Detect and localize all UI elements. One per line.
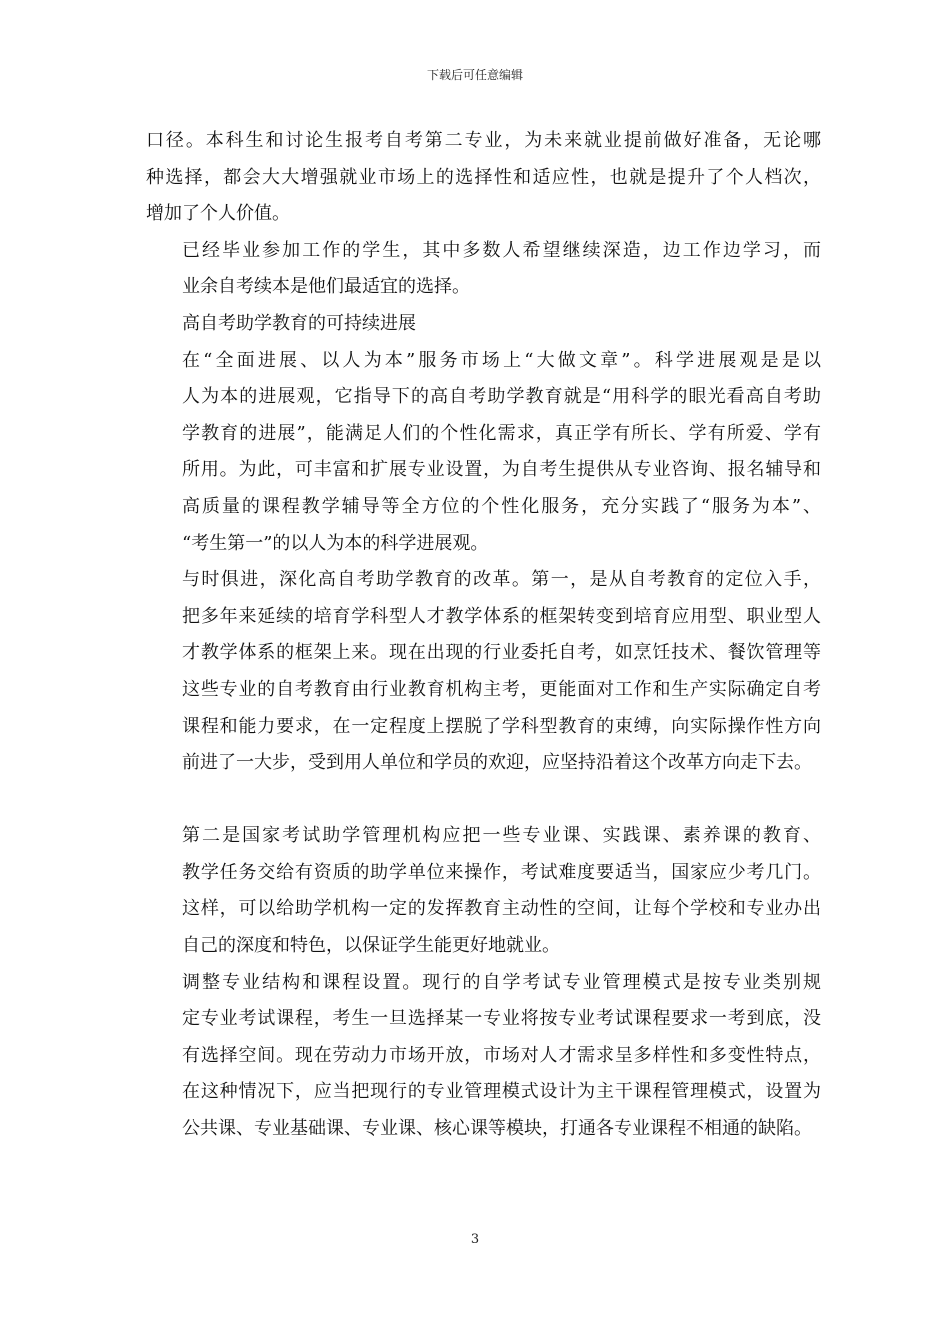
text-line: 在“全面进展、以人为本”服务市场上“大做文章”。科学进展观是是以	[182, 349, 821, 371]
text-line: 教学任务交给有资质的助学单位来操作，考试难度要适当，国家应少考几门。	[182, 861, 821, 883]
text-line: 增加了个人价值。	[146, 203, 290, 225]
text-line: 才教学体系的框架上来。现在出现的行业委托自考，如烹饪技术、餐饮管理等	[182, 642, 821, 664]
text-line: 有选择空间。现在劳动力市场开放，市场对人才需求呈多样性和多变性特点，	[182, 1044, 821, 1066]
text-line: 高质量的课程教学辅导等全方位的个性化服务，充分实践了“服务为本”、	[182, 495, 821, 517]
text-line: 学教育的进展”，能满足人们的个性化需求，真正学有所长、学有所爱、学有	[182, 422, 821, 444]
paragraph	[146, 306, 821, 343]
paragraph	[146, 343, 821, 563]
text-line: 人为本的进展观，它指导下的高自考助学教育就是“用科学的眼光看高自考助	[182, 386, 821, 408]
text-line: 课程和能力要求，在一定程度上摆脱了学科型教育的束缚，向实际操作性方向	[182, 715, 821, 737]
paragraph	[146, 818, 821, 964]
text-line: 调整专业结构和课程设置。现行的自学考试专业管理模式是按专业类别规	[182, 971, 821, 993]
text-line: 这些专业的自考教育由行业教育机构主考，更能面对工作和生产实际确定自考	[182, 678, 821, 700]
text-line: 种选择，都会大大增强就业市场上的选择性和适应性，也就是提升了个人档次，	[146, 166, 821, 188]
text-line: 在这种情况下，应当把现行的专业管理模式设计为主干课程管理模式，设置为	[182, 1081, 821, 1103]
text-line: 高自考助学教育的可持续进展	[182, 312, 416, 334]
text-line: 定专业考试课程，考生一旦选择某一专业将按专业考试课程要求一考到底，没	[182, 1008, 821, 1030]
text-line: 口径。本科生和讨论生报考自考第二专业，为未来就业提前做好准备，无论哪	[146, 130, 821, 151]
paragraph	[146, 965, 821, 1148]
text-line: 把多年来延续的培育学科型人才教学体系的框架转变到培育应用型、职业型人	[182, 605, 821, 627]
text-line: 业余自考续本是他们最适宜的选择。	[182, 276, 470, 298]
text-line: 与时俱进，深化高自考助学教育的改革。第一，是从自考教育的定位入手，	[182, 569, 821, 591]
page-header: 下载后可任意编辑	[426, 68, 523, 82]
text-line: 所用。为此，可丰富和扩展专业设置，为自考生提供从专业咨询、报名辅导和	[182, 459, 821, 481]
text-line: 前进了一大步，受到用人单位和学员的欢迎，应坚持沿着这个改革方向走下去。	[182, 752, 812, 774]
text-line: 已经毕业参加工作的学生，其中多数人希望继续深造，边工作边学习，而	[182, 239, 821, 261]
document-body	[146, 123, 821, 1148]
page-number: 3	[470, 1232, 480, 1247]
paragraph	[146, 233, 821, 306]
text-line: 自己的深度和特色，以保证学生能更好地就业。	[182, 935, 560, 957]
paragraph	[146, 123, 821, 233]
text-line: 这样，可以给助学机构一定的发挥教育主动性的空间，让每个学校和专业办出	[182, 898, 821, 920]
text-line: “考生第一”的以人为本的科学进展观。	[182, 532, 489, 554]
paragraph	[146, 562, 821, 782]
text-line: 公共课、专业基础课、专业课、核心课等模块，打通各专业课程不相通的缺陷。	[182, 1118, 812, 1140]
text-line: 第二是国家考试助学管理机构应把一些专业课、实践课、素养课的教育、	[182, 825, 821, 847]
